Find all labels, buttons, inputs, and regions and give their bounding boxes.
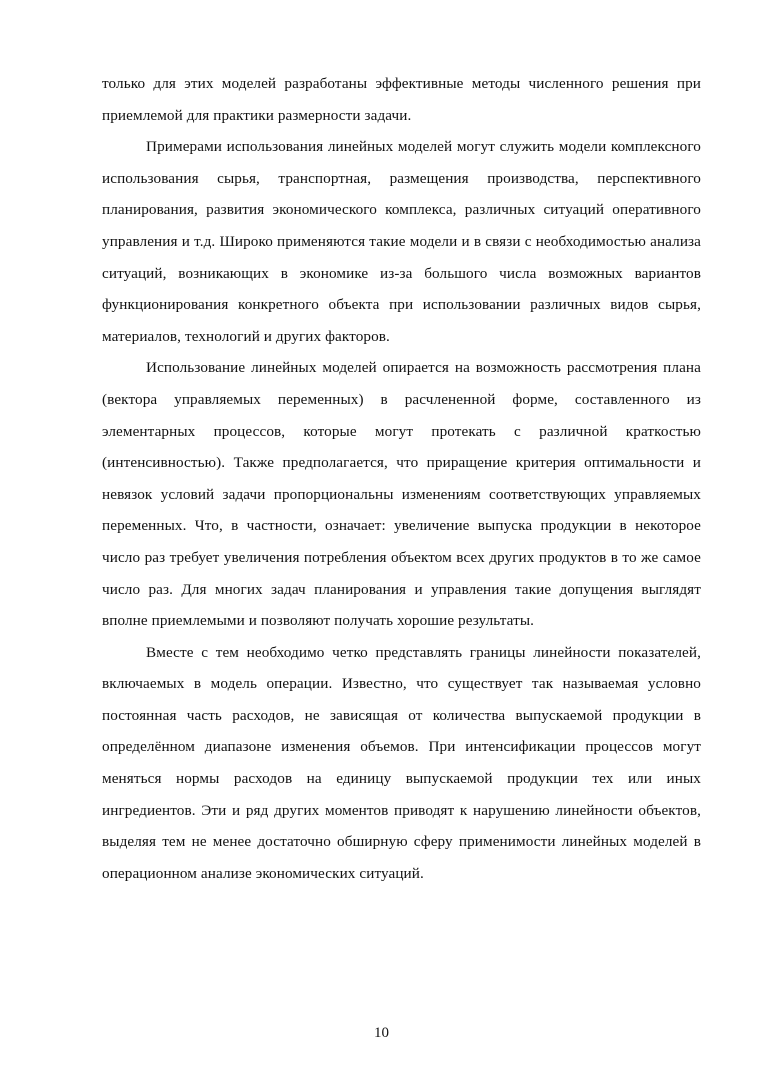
paragraph: Использование линейных моделей опирается на возможность рассмотрения плана (вектора управляемых переменных) в расчлененной форме, составленного из элементарных процессов, которые могут протекать с различной краткостью (интенсивностью). Также предполагается, что приращение критерия оптимальности и невязок условий задачи пропорциональны изменениям соответствующих управляемых переменных. Что, в частности, означает: увеличение выпуска продукции в некоторое число раз требует увеличения потребления объектом всех других продуктов в то же самое число раз. Для многих задач планирования и управления такие допущения выглядят вполне приемлемыми и позволяют получать хорошие результаты. [102,359,701,630]
page-number: 10 [374,1025,389,1041]
paragraph: Вместе с тем необходимо четко представлять границы линейности показателей, включаемых в модель операции. Известно, что существует так называемая условно постоянная часть расходов, не зависящая от количества выпускаемой продукции в определённом диапазоне изменения объемов. При интенсификации процессов могут меняться нормы расходов на единицу выпускаемой продукции тех или иных ингредиентов. Эти и ряд других моментов приводят к нарушению линейности объектов, выделяя тем не менее достаточно обширную сферу применимости линейных моделей в операционном анализе экономических ситуаций. [102,643,701,882]
paragraph: Примерами использования линейных моделей могут служить модели комплексного использования сырья, транспортная, размещения производства, перспективного планирования, развития экономического комплекса, различных ситуаций оперативного управления и т.д. Широко применяются такие модели и в связи с необходимостью анализа ситуаций, возникающих в экономике из-за большого числа возможных вариантов функционирования конкретного объекта при использовании различных видов сырья, материалов, технологий и других факторов. [102,138,701,345]
paragraph: только для этих моделей разработаны эффективные методы численного решения при приемлемой для практики размерности задачи. [102,75,701,124]
document-body [102,68,701,889]
